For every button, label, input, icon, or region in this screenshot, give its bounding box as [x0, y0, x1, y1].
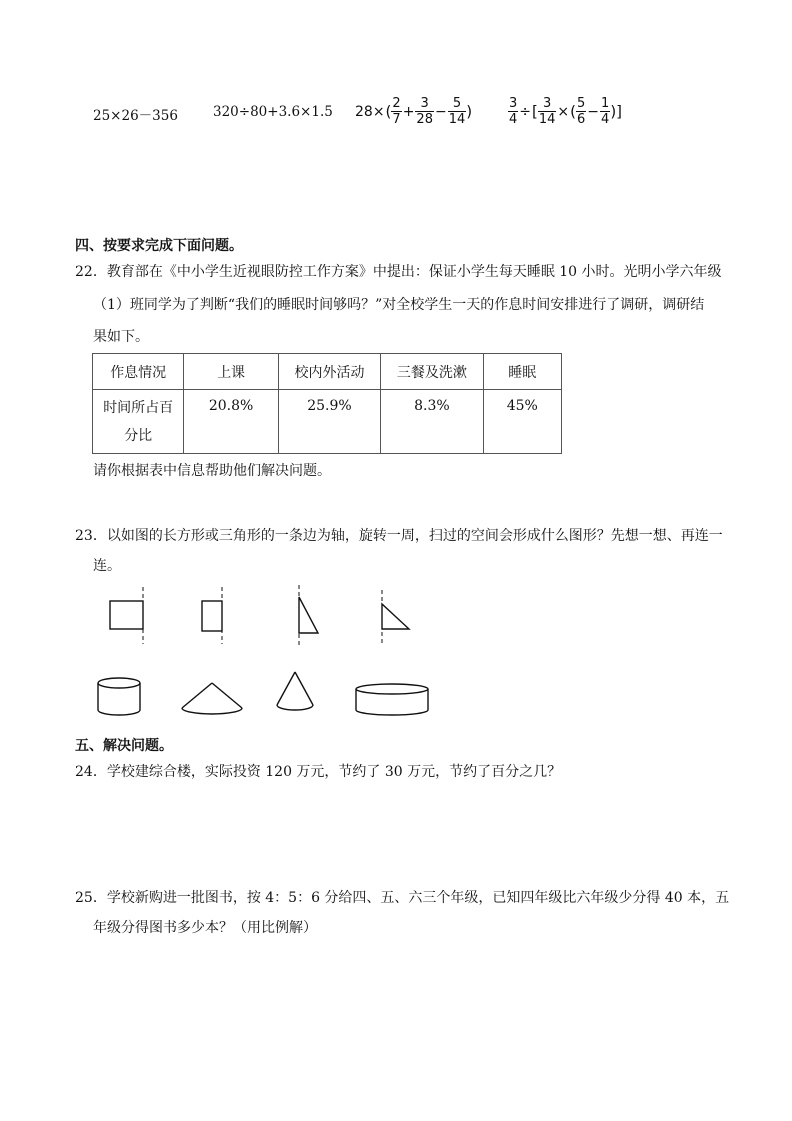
q22-line-2: （1）班同学为了判断“我们的睡眠时间够吗？”对全校学生一天的作息时间安排进行了调研，调研结: [93, 297, 705, 313]
q22-line-3: 果如下。: [93, 329, 149, 345]
fraction: [448, 96, 467, 127]
q22-line-1: 22．教育部在《中小学生近视眼防控工作方案》中提出：保证小学生每天睡眠 10 小时。光明小学六年级: [75, 264, 722, 280]
row-label-line: 时间所占百: [103, 399, 174, 416]
right-triangle-tall-shape: [299, 597, 318, 633]
rectangle-wide-shape: [110, 601, 143, 629]
q23-line-2: 连。: [93, 558, 121, 574]
q25-line-2: 年级分得图书多少本？（用比例解）: [93, 920, 317, 936]
numerator: 1: [601, 96, 610, 111]
row-label-line: 分比: [124, 427, 153, 444]
denominator: 4: [601, 112, 610, 127]
table-cell: 20.8%: [184, 390, 278, 454]
schedule-table: [92, 353, 562, 454]
denominator: 28: [416, 112, 433, 127]
section-5-title: 五、解决问题。: [75, 738, 173, 754]
divide-sign: ÷: [519, 103, 532, 120]
q22-after-text: 请你根据表中信息帮助他们解决问题。: [93, 463, 331, 479]
table-cell: 45%: [483, 390, 561, 454]
bracket-close: ]: [616, 102, 623, 121]
table-header-row: [93, 354, 562, 390]
row-label: [93, 390, 184, 454]
minus-sign: −: [587, 103, 600, 120]
minus-sign: −: [434, 103, 447, 120]
table-header: 上课: [184, 354, 278, 390]
fraction: [391, 96, 401, 127]
fraction: [538, 96, 557, 127]
numerator: 3: [538, 96, 557, 112]
rectangle-tall-shape: [202, 601, 222, 631]
denominator: 4: [509, 112, 518, 127]
times-sign: ×: [557, 103, 570, 120]
cone-wide-solid: [182, 683, 242, 714]
table-header: 校内外活动: [278, 354, 380, 390]
plus-sign: +: [402, 103, 415, 120]
numerator: 2: [392, 96, 401, 111]
cylinder-wide-solid: [356, 684, 428, 715]
rotation-figures: [0, 580, 792, 720]
denominator: 14: [538, 112, 556, 127]
cylinder-tall-solid: [98, 678, 140, 715]
q25-line-1: 25．学校新购进一批图书，按 4：5：6 分给四、五、六三个年级，已知四年级比六年级少分得 40 本，五: [75, 890, 730, 906]
table-header: 三餐及洗漱: [381, 354, 483, 390]
expression-1: 25×26－356: [93, 108, 178, 124]
expression-3-lead: 28×: [355, 103, 385, 120]
fraction: [600, 96, 610, 127]
expression-2: 320÷80+3.6×1.5: [213, 104, 333, 120]
fraction: [508, 96, 518, 127]
numerator: 5: [448, 96, 467, 112]
q24-text: 24．学校建综合楼，实际投资 120 万元，节约了 30 万元，节约了百分之几？: [75, 764, 562, 780]
numerator: 5: [577, 96, 586, 111]
denominator: 14: [448, 112, 466, 127]
bracket-open: [: [532, 102, 538, 121]
numerator: 3: [415, 96, 434, 112]
cone-tall-solid: [277, 672, 313, 710]
right-triangle-wide-shape: [382, 604, 409, 629]
fraction: [576, 96, 586, 127]
denominator: 7: [392, 112, 401, 127]
section-4-title: 四、按要求完成下面问题。: [75, 238, 243, 254]
table-row: [93, 390, 562, 454]
expression-4: [508, 96, 622, 127]
paren-close: ): [610, 102, 617, 121]
numerator: 3: [509, 96, 518, 111]
table-cell: 8.3%: [381, 390, 483, 454]
q23-line-1: 23．以如图的长方形或三角形的一条边为轴，旋转一周，扫过的空间会形成什么图形？先想一想、再连一: [75, 528, 723, 544]
table-header: 睡眠: [483, 354, 561, 390]
paren-open: (: [570, 102, 577, 121]
paren-open: (: [385, 102, 392, 121]
denominator: 6: [577, 112, 586, 127]
paren-close: ): [466, 102, 473, 121]
fraction: [415, 96, 434, 127]
table-cell: 25.9%: [278, 390, 380, 454]
table-header: 作息情况: [93, 354, 184, 390]
expression-3: [354, 96, 472, 127]
